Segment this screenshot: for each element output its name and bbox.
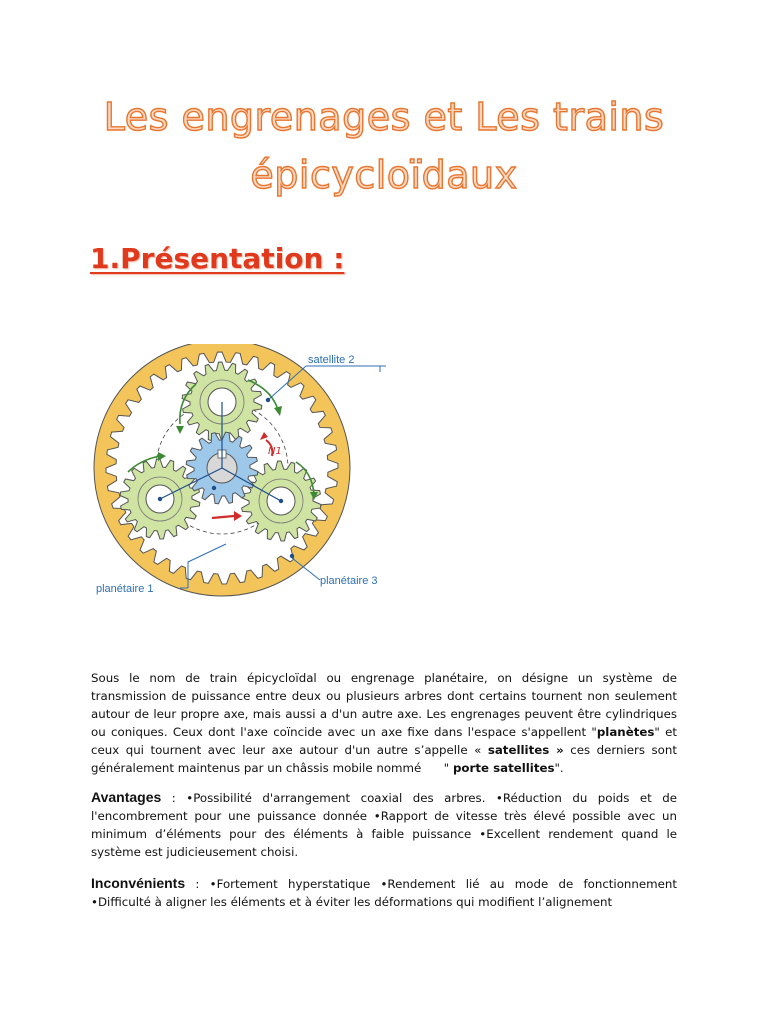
- planetary-gear-figure: [88, 344, 388, 604]
- planetaire-1-label: planétaire 1: [96, 583, 154, 595]
- document-title: [0, 88, 768, 204]
- satellite-2-label: satellite 2: [308, 354, 355, 366]
- para1-term-porte-satellites: porte satellites: [452, 761, 555, 775]
- para1-text-2: " et ceux qui tournent avec leur axe autour d'un autre s’appelle «: [91, 725, 677, 757]
- para1-text-1: Sous le nom de train épicycloïdal ou engrenage planétaire, on désigne un système de transmission de puissance entre deux ou plusieurs arbres dont certains tournent non seulement autour de leur propre axe, mais aussi a d'un autre axe. Les engrenages peuvent être cylindriques ou coniques. Ceux dont l'axe coïncide avec un axe fixe dans l'espace s'appellent ": [91, 671, 677, 739]
- advantages-text: : •Possibilité d'arrangement coaxial des arbres. •Réduction du poids et de l'encombrement pour une puissance donnée •Rapport de vitesse très élevé possible avec un minimum d’éléments pour des éléments à faible puissance •Excellent rendement quand le système est judicieusement choisi.: [91, 791, 677, 859]
- para1-text-3: ces derniers sont généralement maintenus par un châssis mobile nommé ": [91, 743, 677, 775]
- planetary-gear-diagram: [88, 344, 388, 604]
- section-heading-presentation: 1.Présentation :: [90, 242, 345, 275]
- advantages-paragraph: [91, 788, 677, 861]
- disadvantages-label: Inconvénients: [91, 875, 186, 891]
- n1-label: N1: [268, 446, 282, 457]
- advantages-label: Avantages: [91, 789, 162, 805]
- title-line-1: Les engrenages et Les trains: [103, 95, 665, 139]
- para1-term-planetes: planètes: [596, 725, 655, 739]
- disadvantages-text: : •Fortement hyperstatique •Rendement lié au mode de fonctionnement •Difficulté à aligner les éléments et à éviter les déformations qui modifient l’alignement: [91, 877, 677, 909]
- disadvantages-paragraph: [91, 874, 677, 911]
- presentation-paragraph: [91, 669, 677, 777]
- para1-text-4: ".: [554, 761, 564, 775]
- title-line-2: épicycloïdaux: [250, 153, 518, 197]
- para1-term-satellites: satellites »: [487, 743, 564, 757]
- planetaire-3-label: planétaire 3: [320, 575, 378, 587]
